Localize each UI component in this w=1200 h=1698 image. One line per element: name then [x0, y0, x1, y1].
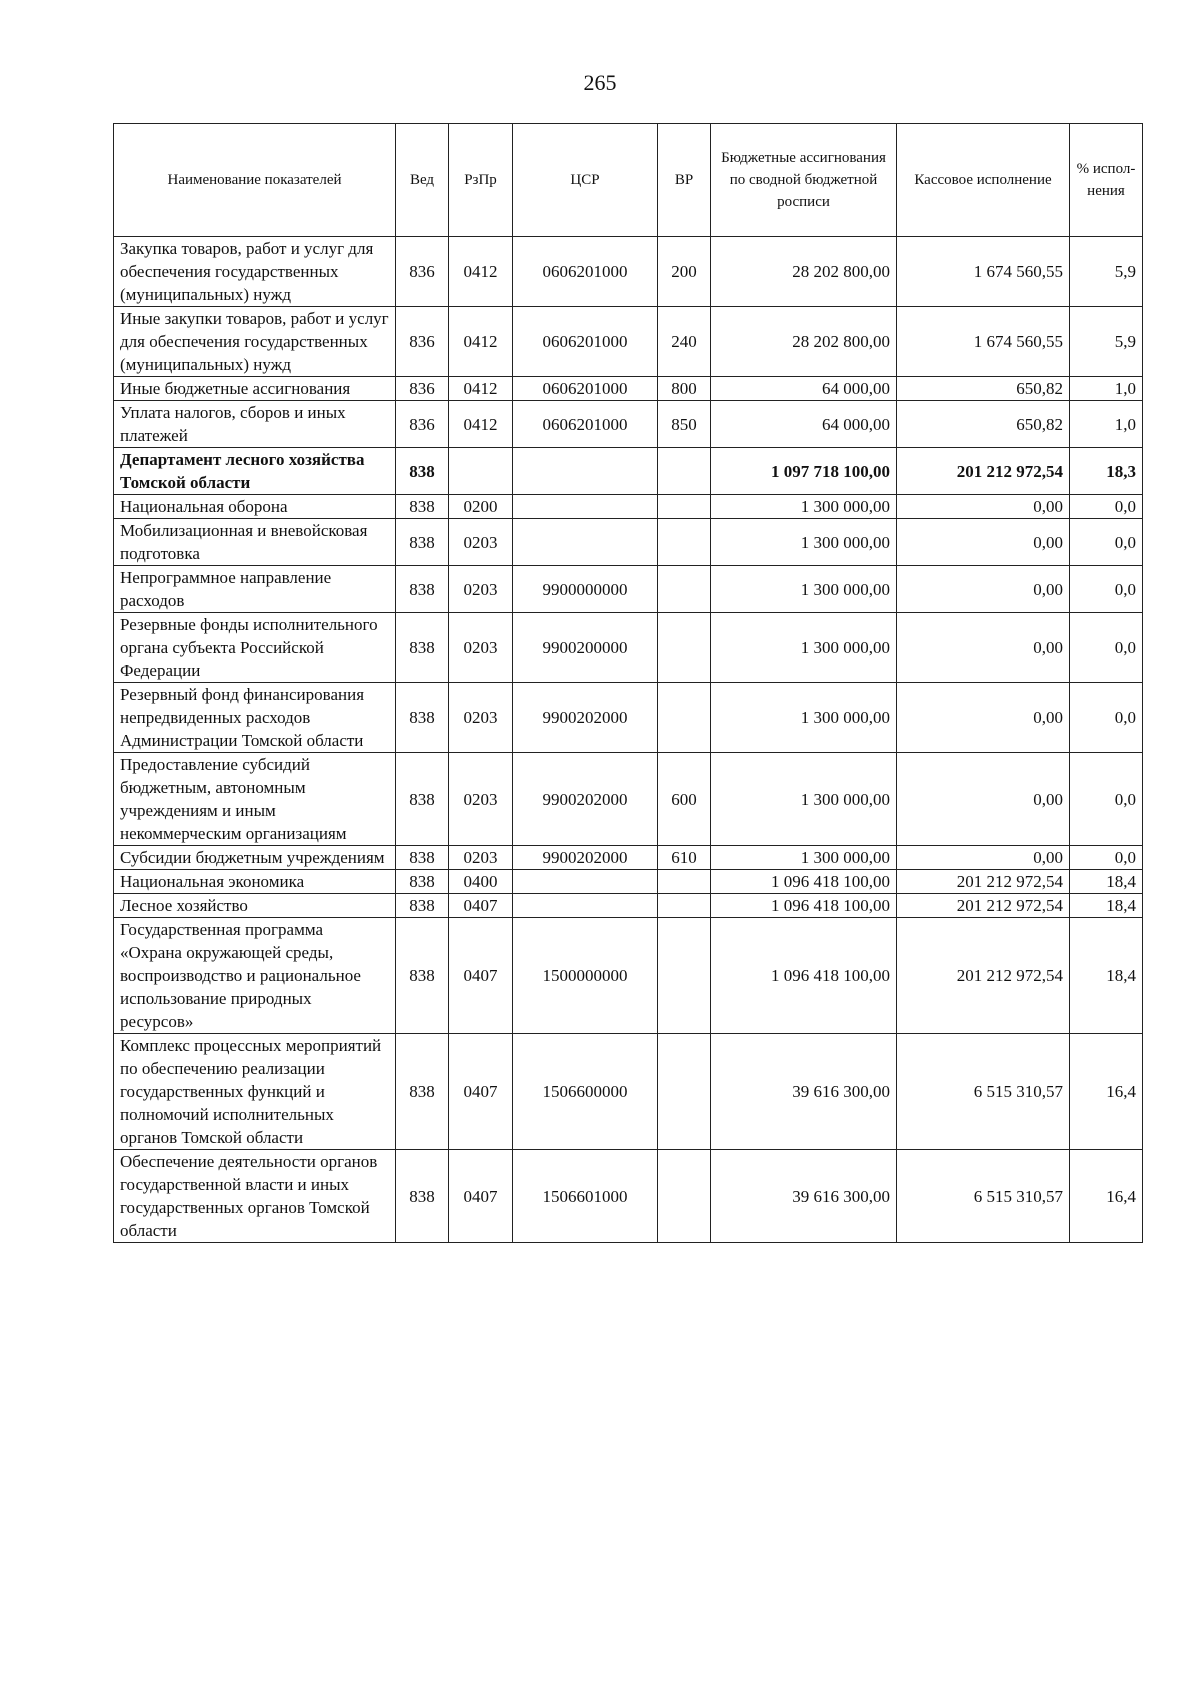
row-ved: 838	[396, 753, 449, 846]
row-rzpr: 0412	[449, 237, 513, 307]
row-vr	[658, 495, 711, 519]
row-percent: 0,0	[1070, 519, 1143, 566]
header-budget: Бюджетные ассигнования по сводной бюджетной росписи	[711, 124, 897, 237]
row-percent: 0,0	[1070, 683, 1143, 753]
row-cash: 201 212 972,54	[897, 870, 1070, 894]
row-percent: 18,4	[1070, 894, 1143, 918]
row-vr	[658, 683, 711, 753]
row-cash: 201 212 972,54	[897, 448, 1070, 495]
row-vr	[658, 918, 711, 1034]
row-name: Иные закупки товаров, работ и услуг для обеспечения государственных (муниципальных) нужд	[114, 307, 396, 377]
row-cash: 0,00	[897, 566, 1070, 613]
header-percent: % испол-нения	[1070, 124, 1143, 237]
row-percent: 18,4	[1070, 918, 1143, 1034]
row-vr	[658, 448, 711, 495]
row-ved: 838	[396, 870, 449, 894]
row-budget: 1 096 418 100,00	[711, 918, 897, 1034]
row-percent: 1,0	[1070, 401, 1143, 448]
row-name: Государственная программа «Охрана окружающей среды, воспроизводство и рациональное использование природных ресурсов»	[114, 918, 396, 1034]
row-cash: 201 212 972,54	[897, 894, 1070, 918]
row-budget: 39 616 300,00	[711, 1150, 897, 1243]
row-rzpr: 0200	[449, 495, 513, 519]
row-vr: 800	[658, 377, 711, 401]
header-vr: ВР	[658, 124, 711, 237]
row-vr	[658, 519, 711, 566]
row-budget: 1 096 418 100,00	[711, 894, 897, 918]
row-cash: 0,00	[897, 683, 1070, 753]
row-percent: 0,0	[1070, 613, 1143, 683]
row-cash: 201 212 972,54	[897, 918, 1070, 1034]
row-budget: 39 616 300,00	[711, 1034, 897, 1150]
row-ved: 838	[396, 1150, 449, 1243]
row-csr: 1506601000	[513, 1150, 658, 1243]
row-csr: 1500000000	[513, 918, 658, 1034]
row-budget: 1 300 000,00	[711, 566, 897, 613]
row-vr: 610	[658, 846, 711, 870]
row-rzpr: 0412	[449, 401, 513, 448]
row-name: Субсидии бюджетным учреждениям	[114, 846, 396, 870]
row-cash: 6 515 310,57	[897, 1034, 1070, 1150]
row-ved: 838	[396, 846, 449, 870]
row-rzpr: 0203	[449, 846, 513, 870]
row-ved: 838	[396, 566, 449, 613]
row-percent: 18,3	[1070, 448, 1143, 495]
row-cash: 0,00	[897, 753, 1070, 846]
header-ved: Вед	[396, 124, 449, 237]
row-budget: 1 300 000,00	[711, 613, 897, 683]
row-percent: 0,0	[1070, 753, 1143, 846]
row-csr: 0606201000	[513, 401, 658, 448]
header-rzpr: РзПр	[449, 124, 513, 237]
row-vr	[658, 613, 711, 683]
table-row	[114, 918, 1143, 1034]
row-vr: 240	[658, 307, 711, 377]
row-percent: 18,4	[1070, 870, 1143, 894]
row-percent: 1,0	[1070, 377, 1143, 401]
row-budget: 64 000,00	[711, 377, 897, 401]
row-csr: 9900202000	[513, 683, 658, 753]
row-vr	[658, 1034, 711, 1150]
row-percent: 5,9	[1070, 237, 1143, 307]
row-name: Предоставление субсидий бюджетным, автономным учреждениям и иным некоммерческим организациям	[114, 753, 396, 846]
row-rzpr: 0407	[449, 1150, 513, 1243]
row-name: Лесное хозяйство	[114, 894, 396, 918]
table-row	[114, 753, 1143, 846]
row-budget: 1 097 718 100,00	[711, 448, 897, 495]
row-name: Иные бюджетные ассигнования	[114, 377, 396, 401]
row-rzpr: 0203	[449, 683, 513, 753]
row-vr: 850	[658, 401, 711, 448]
table-row	[114, 495, 1143, 519]
row-cash: 1 674 560,55	[897, 237, 1070, 307]
row-name: Национальная оборона	[114, 495, 396, 519]
row-percent: 0,0	[1070, 846, 1143, 870]
row-csr: 0606201000	[513, 237, 658, 307]
table-row	[114, 401, 1143, 448]
table-row	[114, 448, 1143, 495]
row-name: Резервные фонды исполнительного органа субъекта Российской Федерации	[114, 613, 396, 683]
row-rzpr: 0203	[449, 753, 513, 846]
row-csr: 1506600000	[513, 1034, 658, 1150]
row-cash: 6 515 310,57	[897, 1150, 1070, 1243]
row-ved: 838	[396, 613, 449, 683]
row-name: Закупка товаров, работ и услуг для обеспечения государственных (муниципальных) нужд	[114, 237, 396, 307]
header-csr: ЦСР	[513, 124, 658, 237]
row-rzpr: 0203	[449, 566, 513, 613]
row-ved: 836	[396, 401, 449, 448]
row-name: Комплекс процессных мероприятий по обеспечению реализации государственных функций и полномочий исполнительных органов Томской области	[114, 1034, 396, 1150]
row-budget: 1 300 000,00	[711, 683, 897, 753]
row-percent: 0,0	[1070, 495, 1143, 519]
row-vr	[658, 870, 711, 894]
table-row	[114, 613, 1143, 683]
row-cash: 0,00	[897, 519, 1070, 566]
row-budget: 28 202 800,00	[711, 237, 897, 307]
row-csr: 9900000000	[513, 566, 658, 613]
row-percent: 0,0	[1070, 566, 1143, 613]
budget-table	[113, 123, 1143, 1243]
table-row	[114, 870, 1143, 894]
row-vr	[658, 566, 711, 613]
row-csr	[513, 448, 658, 495]
row-cash: 650,82	[897, 377, 1070, 401]
row-csr: 9900202000	[513, 753, 658, 846]
row-name: Департамент лесного хозяйства Томской области	[114, 448, 396, 495]
row-ved: 836	[396, 377, 449, 401]
table-row	[114, 377, 1143, 401]
header-cash: Кассовое исполнение	[897, 124, 1070, 237]
table-row	[114, 1034, 1143, 1150]
row-name: Непрограммное направление расходов	[114, 566, 396, 613]
row-ved: 836	[396, 237, 449, 307]
row-budget: 1 300 000,00	[711, 846, 897, 870]
row-cash: 0,00	[897, 495, 1070, 519]
row-rzpr: 0407	[449, 918, 513, 1034]
row-cash: 650,82	[897, 401, 1070, 448]
row-ved: 838	[396, 918, 449, 1034]
table-row	[114, 894, 1143, 918]
row-rzpr: 0412	[449, 307, 513, 377]
row-vr: 600	[658, 753, 711, 846]
row-name: Резервный фонд финансирования непредвиденных расходов Администрации Томской области	[114, 683, 396, 753]
row-percent: 5,9	[1070, 307, 1143, 377]
row-vr: 200	[658, 237, 711, 307]
row-rzpr: 0400	[449, 870, 513, 894]
row-budget: 1 300 000,00	[711, 753, 897, 846]
table-row	[114, 846, 1143, 870]
row-csr	[513, 870, 658, 894]
row-budget: 64 000,00	[711, 401, 897, 448]
row-rzpr: 0203	[449, 519, 513, 566]
row-ved: 838	[396, 894, 449, 918]
row-ved: 838	[396, 683, 449, 753]
row-name: Национальная экономика	[114, 870, 396, 894]
row-ved: 838	[396, 519, 449, 566]
row-ved: 836	[396, 307, 449, 377]
row-cash: 0,00	[897, 613, 1070, 683]
table-row	[114, 237, 1143, 307]
row-ved: 838	[396, 448, 449, 495]
row-ved: 838	[396, 495, 449, 519]
table-header-row	[114, 124, 1143, 237]
table-row	[114, 683, 1143, 753]
row-rzpr: 0407	[449, 894, 513, 918]
row-percent: 16,4	[1070, 1150, 1143, 1243]
row-budget: 1 300 000,00	[711, 495, 897, 519]
row-vr	[658, 894, 711, 918]
row-percent: 16,4	[1070, 1034, 1143, 1150]
row-rzpr: 0203	[449, 613, 513, 683]
header-name: Наименование показателей	[114, 124, 396, 237]
row-csr	[513, 495, 658, 519]
page-number: 265	[583, 70, 617, 95]
row-csr	[513, 519, 658, 566]
row-budget: 1 300 000,00	[711, 519, 897, 566]
row-vr	[658, 1150, 711, 1243]
row-rzpr: 0412	[449, 377, 513, 401]
row-name: Уплата налогов, сборов и иных платежей	[114, 401, 396, 448]
row-cash: 1 674 560,55	[897, 307, 1070, 377]
row-ved: 838	[396, 1034, 449, 1150]
row-budget: 28 202 800,00	[711, 307, 897, 377]
row-csr: 0606201000	[513, 307, 658, 377]
table-row	[114, 519, 1143, 566]
row-csr: 9900200000	[513, 613, 658, 683]
row-name: Мобилизационная и вневойсковая подготовка	[114, 519, 396, 566]
row-rzpr: 0407	[449, 1034, 513, 1150]
row-name: Обеспечение деятельности органов государственной власти и иных государственных органов Томской области	[114, 1150, 396, 1243]
row-rzpr	[449, 448, 513, 495]
row-csr	[513, 894, 658, 918]
row-budget: 1 096 418 100,00	[711, 870, 897, 894]
row-csr: 0606201000	[513, 377, 658, 401]
table-row	[114, 566, 1143, 613]
table-row	[114, 1150, 1143, 1243]
row-cash: 0,00	[897, 846, 1070, 870]
table-row	[114, 307, 1143, 377]
row-csr: 9900202000	[513, 846, 658, 870]
